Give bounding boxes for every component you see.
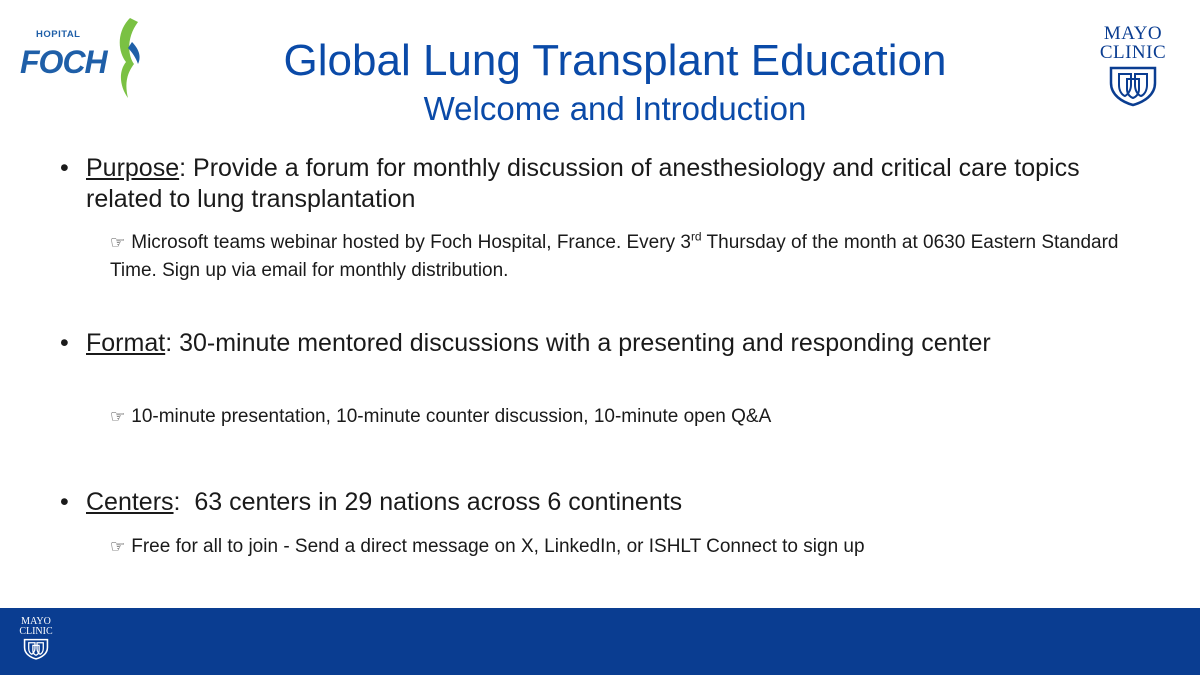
bullet-separator: : [165, 329, 180, 357]
bullet-centers [60, 487, 1140, 518]
bullet-dot-icon: • [60, 154, 69, 182]
sub-bullet-text: Free for all to join - Send a direct message on X, LinkedIn, or ISHLT Connect to sign up [131, 536, 865, 557]
mayo-footer-line1: MAYO [21, 616, 51, 627]
mayo-logo-line1: MAYO [1103, 23, 1163, 44]
mayo-clinic-footer-logo [14, 617, 58, 660]
bullet-label: Format [86, 329, 166, 357]
bullet-dot-icon: • [60, 488, 69, 516]
bullet-separator: : [173, 488, 195, 516]
bullet-label: Centers [86, 488, 174, 516]
sub-bullet-format [110, 403, 1150, 431]
sub-bullet-text: Microsoft teams webinar hosted by Foch Hospital, France. Every 3 [131, 232, 691, 253]
sub-bullet-text-cont: Thursday of the month at 0630 Eastern Standard Time. Sign up via email for monthly distribution. [110, 232, 1119, 281]
slide-subtitle: Welcome and Introduction [423, 90, 807, 127]
footer-bar [0, 608, 1200, 675]
ordinal-suffix: rd [690, 229, 702, 244]
sub-bullet-text: 10-minute presentation, 10-minute counter discussion, 10-minute open Q&A [131, 406, 772, 427]
mayo-logo-line2: CLINIC [1099, 42, 1167, 63]
foch-leaf-icon [108, 12, 148, 102]
bullet-dot-icon: • [60, 329, 69, 357]
mayo-shields-icon [1108, 65, 1158, 107]
bullet-text: 63 centers in 29 nations across 6 continents [194, 488, 683, 516]
mayo-shields-icon [23, 638, 49, 660]
pointing-hand-icon: ☞ [110, 233, 126, 253]
mayo-clinic-logo [1088, 24, 1178, 107]
sub-bullet-purpose [110, 229, 1150, 284]
sub-bullet-centers [110, 533, 1150, 561]
bullet-purpose [60, 153, 1140, 215]
foch-logo-text: FOCH [20, 44, 107, 80]
bullet-text: 30-minute mentored discussions with a presenting and responding center [179, 329, 991, 357]
mayo-footer-line2: CLINIC [19, 626, 53, 637]
slide-title: Global Lung Transplant Education [283, 36, 947, 85]
bullet-text: Provide a forum for monthly discussion of anesthesiology and critical care topics related to lung transplantation [86, 154, 1080, 213]
bullet-format [60, 328, 1140, 359]
pointing-hand-icon: ☞ [110, 537, 126, 557]
foch-logo-small-text: HOPITAL [36, 29, 81, 40]
pointing-hand-icon: ☞ [110, 407, 126, 427]
bullet-separator: : [179, 154, 194, 182]
bullet-label: Purpose [86, 154, 180, 182]
